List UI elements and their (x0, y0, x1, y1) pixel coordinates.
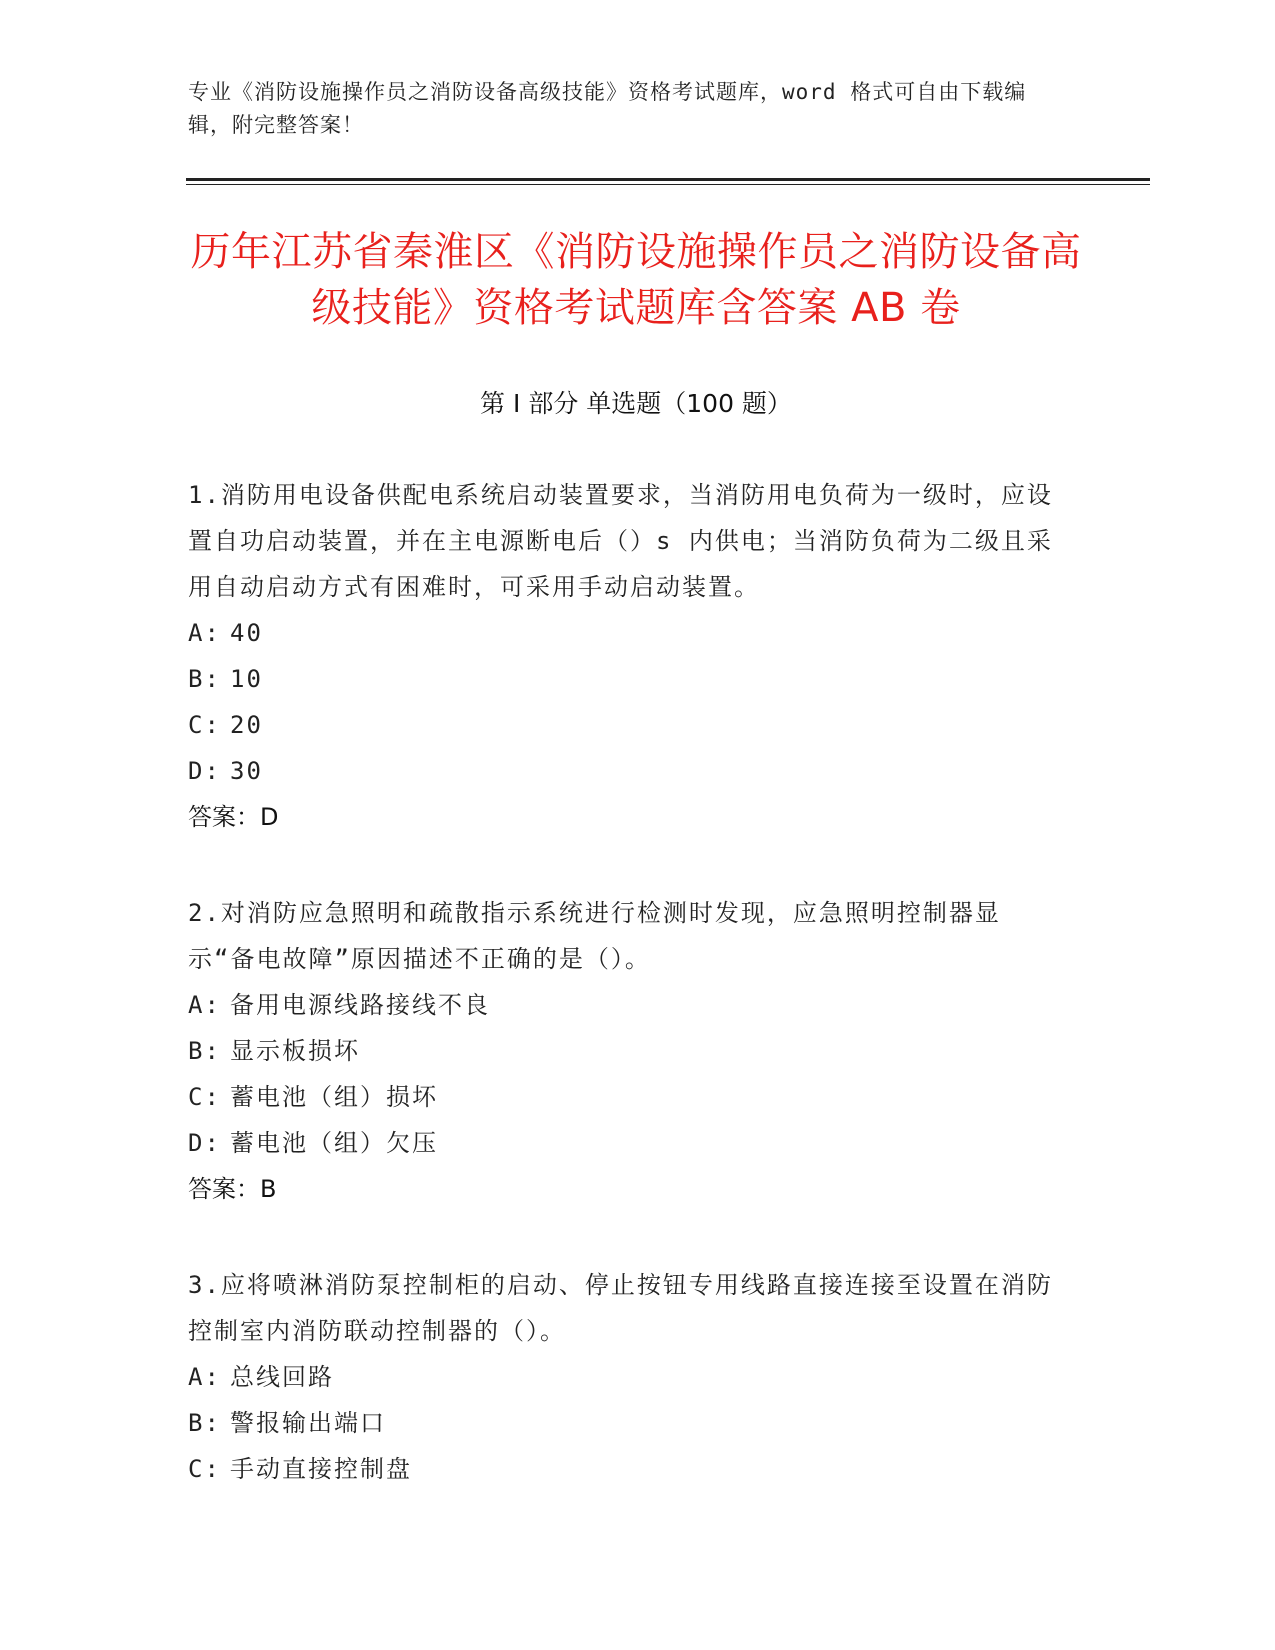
question-2 (188, 890, 1088, 1212)
question-stem: 1.消防用电设备供配电系统启动装置要求，当消防用电负荷为一级时，应设置自功启动装置，并在主电源断电后（）s 内供电；当消防负荷为二级且采用自动启动方式有困难时，可采用手动启动装置。 (188, 481, 1053, 601)
option-letter: D: (188, 1129, 221, 1157)
section-title: 第 I 部分 单选题（100 题） (480, 389, 792, 418)
option-text: 20 (230, 711, 263, 739)
option-text: 40 (230, 619, 263, 647)
option-letter: C: (188, 711, 221, 739)
option-c (188, 702, 1088, 748)
option-text: 蓄电池（组）欠压 (230, 1129, 438, 1157)
question-1 (188, 472, 1088, 840)
option-letter: D: (188, 757, 221, 785)
option-letter: C: (188, 1455, 221, 1483)
option-c (188, 1446, 1088, 1492)
option-letter: B: (188, 1037, 221, 1065)
header-note: 专业《消防设施操作员之消防设备高级技能》资格考试题库，word 格式可自由下载编辑，附完整答案！ (188, 80, 1027, 137)
option-letter: A: (188, 619, 221, 647)
option-text: 显示板损坏 (230, 1037, 360, 1065)
option-text: 总线回路 (230, 1363, 334, 1391)
option-text: 手动直接控制盘 (230, 1455, 412, 1483)
option-b (188, 1028, 1088, 1074)
option-a (188, 1354, 1088, 1400)
question-3 (188, 1262, 1088, 1492)
option-text: 警报输出端口 (230, 1409, 386, 1437)
option-letter: A: (188, 1363, 221, 1391)
option-b (188, 1400, 1088, 1446)
question-stem: 3.应将喷淋消防泵控制柜的启动、停止按钮专用线路直接连接至设置在消防控制室内消防联动控制器的（）。 (188, 1271, 1053, 1345)
option-a (188, 982, 1088, 1028)
answer-line: 答案：D (188, 803, 279, 831)
option-letter: B: (188, 1409, 221, 1437)
header-rule-thin (186, 184, 1150, 185)
option-c (188, 1074, 1088, 1120)
option-letter: A: (188, 991, 221, 1019)
option-d (188, 748, 1088, 794)
header-rule-thick (186, 178, 1150, 181)
option-letter: C: (188, 1083, 221, 1111)
option-d (188, 1120, 1088, 1166)
document-title: 历年江苏省秦淮区《消防设施操作员之消防设备高级技能》资格考试题库含答案 AB 卷 (190, 229, 1082, 331)
option-text: 蓄电池（组）损坏 (230, 1083, 438, 1111)
option-text: 10 (230, 665, 263, 693)
question-list (188, 472, 1088, 1492)
option-letter: B: (188, 665, 221, 693)
option-text: 30 (230, 757, 263, 785)
option-a (188, 610, 1088, 656)
question-stem: 2.对消防应急照明和疏散指示系统进行检测时发现，应急照明控制器显示“备电故障”原因描述不正确的是（）。 (188, 899, 1001, 973)
option-b (188, 656, 1088, 702)
answer-line: 答案：B (188, 1175, 277, 1203)
option-text: 备用电源线路接线不良 (230, 991, 490, 1019)
